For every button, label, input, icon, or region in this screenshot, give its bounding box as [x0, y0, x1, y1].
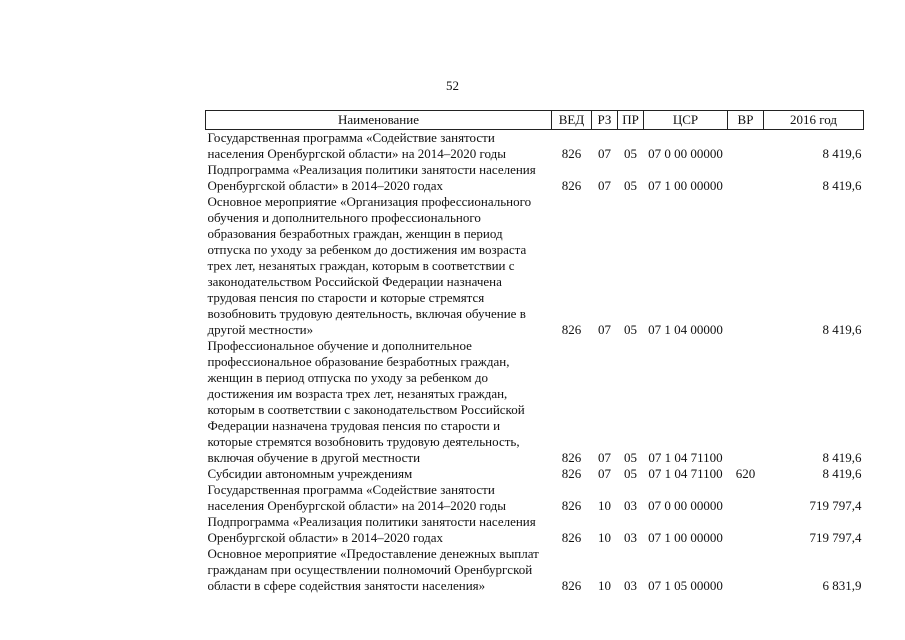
budget-table [205, 110, 864, 594]
table-row [206, 466, 864, 482]
row-ved: 826 [561, 530, 582, 545]
header-name: Наименование [206, 111, 552, 130]
row-ved: 826 [561, 498, 582, 513]
row-ved: 826 [561, 322, 582, 337]
row-ved: 826 [561, 450, 582, 465]
row-name: Основное мероприятие «Организация профессионального обучения и дополнительного профессионального образования безработных граждан, женщин в период отпуска по уходу за ребенком до достижения им возраста трех лет, незанятых граждан, которым в соответствии с законодательством Российской Федерации назначена трудовая пенсия по старости и которые стремятся возобновить трудовую деятельность, включая обучение в другой местности» [207, 194, 532, 337]
row-amount: 8 419,6 [822, 146, 862, 161]
header-vr: ВР [728, 111, 764, 130]
row-rz: 10 [598, 498, 611, 513]
row-amount: 719 797,4 [809, 530, 862, 545]
table-row [206, 194, 864, 338]
row-rz: 10 [598, 530, 611, 545]
row-amount: 8 419,6 [822, 450, 862, 465]
page-number: 52 [446, 78, 459, 93]
row-csr: 07 0 00 00000 [648, 146, 723, 161]
row-name: Государственная программа «Содействие занятости населения Оренбургской области» на 2014–2020 годы [207, 130, 506, 161]
row-name: Государственная программа «Содействие занятости населения Оренбургской области» на 2014–2020 годы [207, 482, 506, 513]
row-ved: 826 [561, 578, 582, 593]
table-row [206, 482, 864, 514]
row-pr: 03 [624, 498, 637, 513]
row-amount: 719 797,4 [809, 498, 862, 513]
table-row [206, 546, 864, 594]
row-vr [728, 546, 764, 594]
row-pr: 03 [624, 578, 637, 593]
row-csr: 07 1 04 00000 [648, 322, 723, 337]
table-row [206, 162, 864, 194]
row-csr: 07 1 00 00000 [648, 178, 723, 193]
row-name: Подпрограмма «Реализация политики занятости населения Оренбургской области» в 2014–2020 годах [207, 162, 536, 193]
row-vr [728, 194, 764, 338]
header-rz: РЗ [592, 111, 618, 130]
row-vr [728, 162, 764, 194]
row-amount: 8 419,6 [822, 466, 862, 481]
row-vr [728, 482, 764, 514]
header-csr: ЦСР [644, 111, 728, 130]
row-name: Основное мероприятие «Предоставление денежных выплат гражданам при осуществлении полномочий Оренбургской области в сфере содействия занятости населения» [207, 546, 539, 593]
header-pr: ПР [618, 111, 644, 130]
row-rz: 07 [598, 146, 611, 161]
row-rz: 10 [598, 578, 611, 593]
table-row [206, 338, 864, 466]
row-pr: 05 [624, 146, 637, 161]
header-row [206, 111, 864, 130]
row-amount: 6 831,9 [822, 578, 862, 593]
row-pr: 03 [624, 530, 637, 545]
row-pr: 05 [624, 450, 637, 465]
row-rz: 07 [598, 450, 611, 465]
row-amount: 8 419,6 [822, 322, 862, 337]
row-csr: 07 0 00 00000 [648, 498, 723, 513]
header-year: 2016 год [764, 111, 864, 130]
row-csr: 07 1 05 00000 [648, 578, 723, 593]
table-row [206, 514, 864, 546]
row-vr [728, 338, 764, 466]
table-row [206, 130, 864, 163]
row-pr: 05 [624, 466, 637, 481]
row-rz: 07 [598, 178, 611, 193]
row-pr: 05 [624, 178, 637, 193]
row-csr: 07 1 00 00000 [648, 530, 723, 545]
row-vr [728, 130, 764, 163]
row-pr: 05 [624, 322, 637, 337]
row-vr: 620 [735, 466, 756, 481]
row-csr: 07 1 04 71100 [648, 450, 723, 465]
row-vr [728, 514, 764, 546]
row-name: Подпрограмма «Реализация политики занятости населения Оренбургской области» в 2014–2020 годах [207, 514, 536, 545]
row-ved: 826 [561, 466, 582, 481]
row-rz: 07 [598, 322, 611, 337]
row-name: Субсидии автономным учреждениям [207, 466, 413, 481]
row-csr: 07 1 04 71100 [648, 466, 723, 481]
row-rz: 07 [598, 466, 611, 481]
header-ved: ВЕД [552, 111, 592, 130]
row-ved: 826 [561, 178, 582, 193]
row-amount: 8 419,6 [822, 178, 862, 193]
row-ved: 826 [561, 146, 582, 161]
row-name: Профессиональное обучение и дополнительное профессиональное образование безработных граждан, женщин в период отпуска по уходу за ребенком до достижения им возраста трех лет, незанятых граждан, которым в соответствии с законодательством Российской Федерации назначена трудовая пенсия по старости и которые стремятся возобновить трудовую деятельность, включая обучение в другой местности [207, 338, 525, 465]
